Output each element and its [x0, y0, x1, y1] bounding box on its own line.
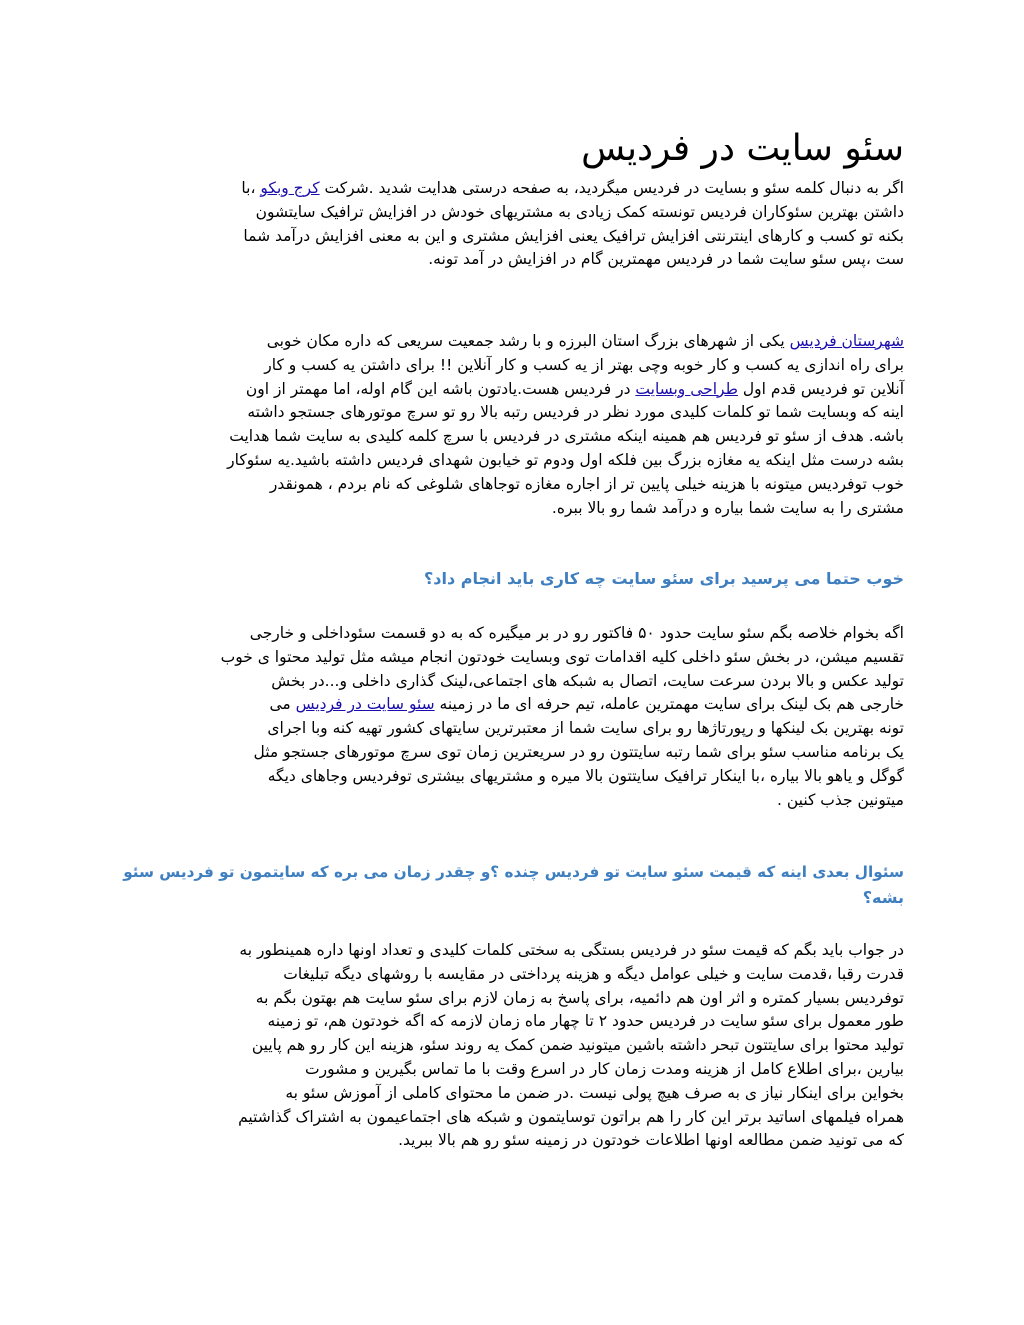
- heading-line: خوب حتما می پرسید برای سئو سایت چه کاری باید انجام داد؟: [424, 569, 904, 588]
- heading-line: سئوال بعدی اینه که قیمت سئو سایت تو فردیس چنده ؟و چقدر زمان می بره که سایتمون تو فردیس سئو: [123, 863, 904, 881]
- paragraph-line: گوگل و یاهو بالا بیاره ،با اینکار ترافیک سایتتون بالا میره و مشتریهای بیشتری توفردیس وجاهای دیگه: [267, 766, 904, 785]
- text-run: در فردیس هست.یادتون باشه این گام اوله، اما مهمتر از اون: [245, 379, 636, 398]
- paragraph-line: تولید عکس و بالا بردن سرعت سایت، اتصال به شبکه های اجتماعی،لینک گذاری داخلی و...در بخش: [271, 671, 904, 690]
- page-title: سئو سایت در فردیس: [581, 128, 904, 169]
- paragraph-line: میتونین جذب کنین .: [776, 790, 904, 809]
- paragraph-line: تقسیم میشن، در بخش سئو داخلی کلیه اقدامات توی وبسایت خودتون انجام میشه مثل تولید محتوا ی خوب: [220, 647, 904, 666]
- paragraph-line: مشتری را به سایت شما بیاره و درآمد شما رو بالا ببره.: [551, 498, 904, 517]
- paragraph-line: قدرت رقبا ،قدمت سایت و خیلی عوامل دیگه و هزینه پرداختی در مقایسه با روشهای دیگه تبلیغات: [283, 964, 904, 983]
- text-run: آنلاین تو فردیس قدم اول: [737, 379, 904, 398]
- paragraph-line: طور معمول برای سئو سایت در فردیس حدود ۲ تا چهار ماه زمان لازمه که اگه خودتون هم، تو زمینه: [267, 1012, 904, 1031]
- paragraph-line: بشه درست مثل اینکه یه مغازه بزرگ بین فلکه اول ودوم تو خیابون شهدای فردیس داشته باشید.یه سئوکار: [227, 450, 904, 469]
- text-run: خارجی هم بک لینک برای سایت مهمترین عامله، تیم حرفه ای ما در زمینه: [434, 695, 904, 714]
- paragraph-line: در جواب باید بگم که قیمت سئو در فردیس بستگی به سختی کلمات کلیدی و تعداد اونها داره همینطور به: [239, 941, 904, 959]
- paragraph-line: تونه بهترین بک لینکها و رپورتاژها رو برای سایت شما از معتبرترین سایتهای کشور تهیه کنه وبا اجرای: [267, 719, 904, 738]
- paragraph-line: بخواین برای اینکار نیاز ی به صرف هیچ پولی نیست .در ضمن ما محتوای کاملی از آموزش سئو به: [285, 1083, 904, 1102]
- seo-factors-paragraph: [120, 622, 904, 812]
- paragraph-line: اگه بخوام خلاصه بگم سئو سایت حدود ۵۰ فاکتور رو در بر میگیره که به دو قسمت سئوداخلی و خارجی: [249, 624, 904, 642]
- intro-paragraph: [120, 177, 904, 272]
- paragraph-line: همراه فیلمهای اساتید برتر این کار را هم براتون توسایتمون و شبکه های اجتماعیمون به اشتراک گذاشتیم: [238, 1107, 904, 1126]
- seo-fardis-link[interactable]: سئو سایت در فردیس: [295, 695, 435, 714]
- website-design-link[interactable]: طراحی وبسایت: [635, 379, 738, 398]
- paragraph-line: [120, 693, 904, 717]
- section-heading-price-time: [120, 859, 904, 911]
- heading-line: بشه؟: [862, 888, 904, 907]
- section-heading-what-to-do: [120, 566, 904, 592]
- paragraph-line: بکنه تو کسب و کارهای اینترنتی افزایش ترافیک یعنی افزایش مشتری و این به معنی افزایش درآمد شما: [243, 226, 904, 245]
- paragraph-line: [120, 177, 904, 201]
- document-page: [120, 0, 904, 1325]
- paragraph-line: [120, 330, 904, 354]
- text-run: ،با: [241, 179, 261, 197]
- paragraph-line: یک برنامه مناسب سئو برای شما رتبه سایتتون رو در سریعترین زمان توی سرچ موتورهای جستجو مثل: [253, 742, 904, 761]
- paragraph-line: [120, 378, 904, 402]
- paragraph-line: توفردیس بسیار کمتره و اثر اون هم دائمیه، برای پاسخ به زمان لازم برای سئو سایت هم بهتون بگم به: [255, 988, 904, 1007]
- paragraph-line: اینه که وبسایت شما تو کلمات کلیدی مورد نظر در فردیس رتبه بالا رو تو سرچ موتورهای جستجو داشته: [247, 403, 904, 422]
- karaj-webco-link[interactable]: کرج وبکو: [260, 179, 320, 197]
- paragraph-line: بیارین ،برای اطلاع کامل از هزینه ومدت زمان کار در اسرع وقت با ما تماس بگیرین و مشورت: [305, 1059, 904, 1078]
- paragraph-line: برای راه اندازی یه کسب و کار خوبه وچی بهتر از یه کسب و کار آنلاین !! برای داشتن یه کسب و کار: [264, 355, 904, 374]
- text-run: می: [269, 695, 296, 714]
- paragraph-line: داشتن بهترین سئوکاران فردیس تونسته کمک زیادی به مشتریهای خودش در افزایش ترافیک سایتشون: [255, 202, 904, 221]
- text-run: یکی از شهرهای بزرگ استان البرزه و با رشد جمعیت سریعی که داره مکان خوبی: [266, 332, 790, 350]
- paragraph-line: که می تونید ضمن مطالعه اونها اطلاعات خودتون در زمینه سئو رو هم بالا ببرید.: [398, 1131, 904, 1150]
- fardis-city-paragraph: [120, 330, 904, 520]
- paragraph-line: باشه. هدف از سئو تو فردیس هم همینه اینکه مشتری در فردیس با سرچ کلمه کلیدی به سایت شما هدایت: [229, 427, 904, 446]
- text-run: اگر به دنبال کلمه سئو و بسایت در فردیس میگردید، به صفحه درستی هدایت شدید .شرکت: [319, 179, 904, 197]
- price-answer-paragraph: [120, 939, 904, 1153]
- fardis-city-link[interactable]: شهرستان فردیس: [789, 332, 904, 350]
- paragraph-line: ست ،پس سئو سایت شما در فردیس مهمترین گام در افزایش در آمد تونه.: [428, 250, 904, 269]
- paragraph-line: تولید محتوا برای سایتتون تبحر داشته باشین میتونید ضمن کمک یه روند سئو، هزینه این کار رو هم پایین: [251, 1036, 904, 1055]
- paragraph-line: خوب توفردیس میتونه با هزینه خیلی پایین تر از اجاره مغازه توجاهای شلوغی که نام بردم ، همونقدر: [269, 474, 904, 493]
